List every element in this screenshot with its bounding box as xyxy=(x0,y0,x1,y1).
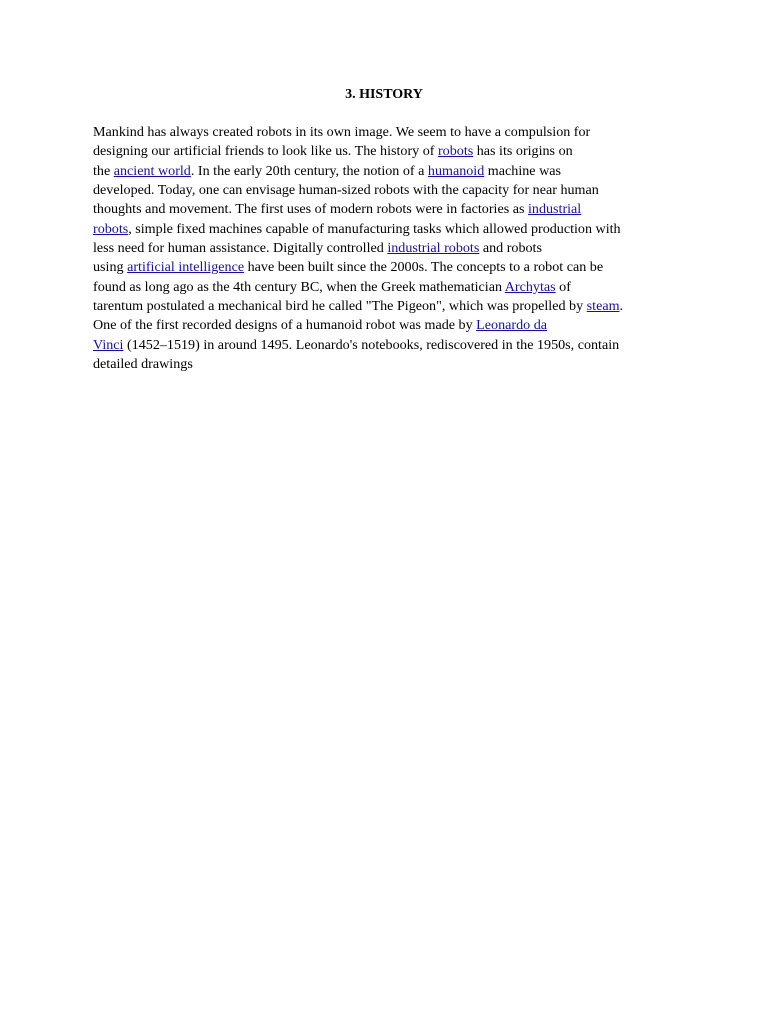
paragraph-line xyxy=(93,258,693,277)
paragraph-text: . xyxy=(619,298,624,315)
inline-link[interactable]: industrial robots xyxy=(387,240,480,257)
paragraph-text: detailed drawings xyxy=(93,356,193,373)
paragraph-text: has its origins on xyxy=(473,143,573,160)
paragraph-text: . In the early 20th century, the notion of a xyxy=(190,162,428,179)
inline-link[interactable]: industrial xyxy=(527,201,582,218)
paragraph-text: One of the first recorded designs of a humanoid robot was made by xyxy=(93,317,477,334)
paragraph-text: designing our artificial friends to look like us. The history of xyxy=(93,143,438,160)
paragraph-text: tarentum postulated a mechanical bird he called "The Pigeon", which was propelled by xyxy=(93,298,587,315)
paragraph-text: of xyxy=(555,278,571,295)
paragraph-text: developed. Today, one can envisage human-sized robots with the capacity for near human xyxy=(93,182,599,199)
paragraph-line xyxy=(93,239,693,258)
inline-link[interactable]: artificial intelligence xyxy=(127,259,245,276)
inline-link[interactable]: Vinci xyxy=(93,336,124,353)
paragraph-line xyxy=(93,336,693,355)
paragraph-text: (1452–1519) in around 1495. Leonardo's notebooks, rediscovered in the 1950s, contain xyxy=(123,336,620,353)
paragraph-line xyxy=(93,181,693,200)
inline-link[interactable]: robots xyxy=(93,220,129,237)
paragraph-text: and robots xyxy=(479,240,542,257)
paragraph-line xyxy=(93,200,693,219)
paragraph-text: Mankind has always created robots in its own image. We seem to have a compulsion for xyxy=(93,124,591,140)
paragraph-line xyxy=(93,316,693,335)
inline-link[interactable]: Archytas xyxy=(504,278,556,295)
paragraph-text: , simple fixed machines capable of manufacturing tasks which allowed production with xyxy=(128,220,621,237)
inline-link[interactable]: ancient world xyxy=(113,162,191,179)
section-heading: 3. HISTORY xyxy=(345,87,423,102)
paragraph-text: have been built since the 2000s. The concepts to a robot can be xyxy=(244,259,604,276)
paragraph-line xyxy=(93,278,693,297)
paragraph-text: found as long ago as the 4th century BC, when the Greek mathematician xyxy=(93,278,505,295)
inline-link[interactable]: humanoid xyxy=(427,162,485,179)
paragraph-text: thoughts and movement. The first uses of modern robots were in factories as xyxy=(93,201,528,218)
paragraph-line xyxy=(93,162,693,181)
inline-link[interactable]: robots xyxy=(437,143,474,160)
paragraph-text: less need for human assistance. Digitally controlled xyxy=(93,240,388,257)
paragraph-text: the xyxy=(93,162,114,179)
inline-link[interactable]: steam xyxy=(586,298,620,315)
paragraph-line xyxy=(93,297,693,316)
paragraph-line xyxy=(93,220,693,239)
paragraph-text: using xyxy=(93,259,128,276)
paragraph-line xyxy=(93,355,693,374)
paragraph-text: machine was xyxy=(484,162,561,179)
paragraph-line xyxy=(93,142,693,161)
paragraph-line xyxy=(93,123,693,142)
inline-link[interactable]: Leonardo da xyxy=(476,317,547,334)
history-paragraph xyxy=(93,123,693,374)
